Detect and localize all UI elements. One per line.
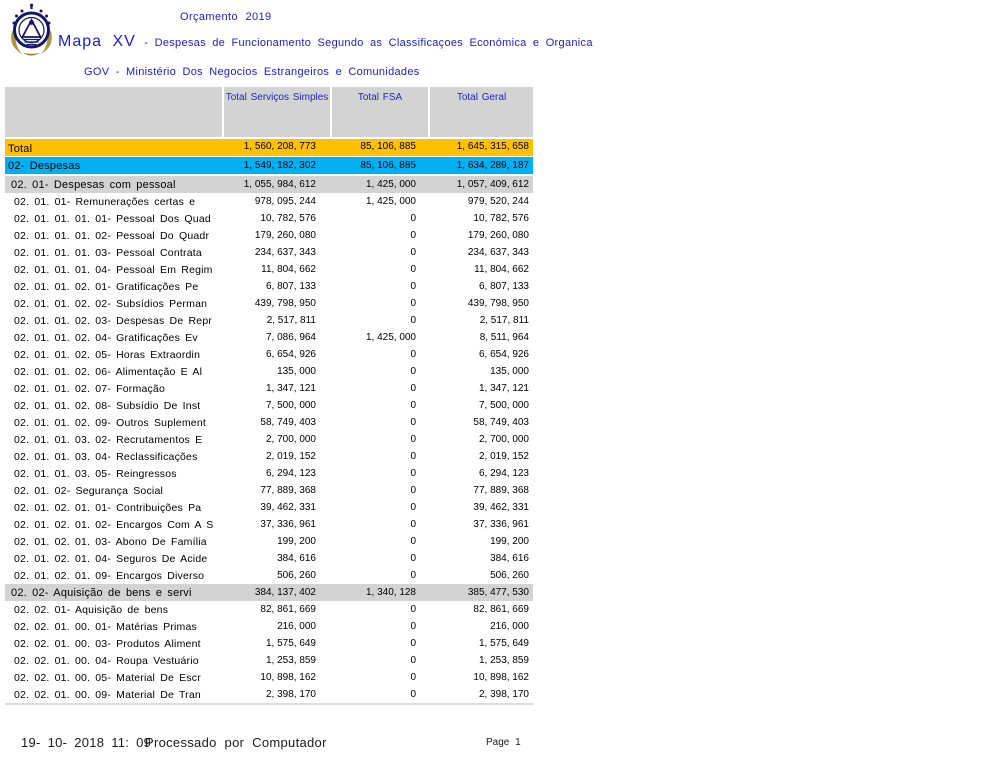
- row-value: 506, 260: [490, 570, 529, 581]
- table-row: [5, 618, 533, 635]
- report-title: [58, 33, 593, 51]
- row-value: 85, 106, 885: [360, 160, 416, 171]
- budget-year-title: Orçamento 2019: [180, 11, 272, 23]
- row-label: 02. 01. 01. 03. 02- Recrutamentos E: [14, 433, 203, 446]
- table-row: [5, 686, 533, 703]
- row-value: 179, 260, 080: [254, 230, 316, 241]
- table-row: [5, 227, 533, 244]
- table-row: [5, 312, 533, 329]
- row-value: 1, 055, 984, 612: [243, 179, 316, 190]
- table-row: [5, 482, 533, 499]
- row-value: 1, 549, 182, 302: [243, 160, 316, 171]
- row-value: 0: [410, 672, 416, 683]
- row-value: 0: [410, 485, 416, 496]
- row-value: 0: [410, 230, 416, 241]
- row-value: 1, 253, 859: [478, 655, 529, 666]
- row-value: 506, 260: [277, 570, 316, 581]
- row-value: 1, 253, 859: [265, 655, 316, 666]
- row-value: 0: [410, 638, 416, 649]
- table-row: [5, 244, 533, 261]
- row-value: 1, 425, 000: [365, 332, 416, 343]
- row-value: 1, 560, 208, 773: [243, 141, 316, 152]
- row-value: 439, 798, 950: [254, 298, 316, 309]
- table-row: [5, 295, 533, 312]
- row-label: 02. 02. 01. 00. 01- Matérias Primas: [14, 620, 197, 633]
- row-label: 02. 01. 01. 02. 01- Gratificações Pe: [14, 280, 199, 293]
- row-value: 1, 347, 121: [478, 383, 529, 394]
- row-value: 58, 749, 403: [473, 417, 529, 428]
- row-value: 0: [410, 383, 416, 394]
- table-row: [5, 431, 533, 448]
- row-value: 58, 749, 403: [260, 417, 316, 428]
- row-label: 02. 02. 01- Aquisição de bens: [14, 603, 169, 616]
- row-label: 02. 01. 01. 01. 04- Pessoal Em Regim: [14, 263, 213, 276]
- row-label: Total: [8, 143, 33, 155]
- row-value: 1, 425, 000: [365, 179, 416, 190]
- row-value: 85, 106, 885: [360, 141, 416, 152]
- row-label: 02. 02. 01. 00. 05- Material De Escr: [14, 671, 201, 684]
- budget-table: [5, 87, 533, 705]
- row-value: 384, 616: [490, 553, 529, 564]
- row-value: 77, 889, 368: [260, 485, 316, 496]
- row-value: 0: [410, 264, 416, 275]
- row-label: 02. 02. 01. 00. 04- Roupa Vestuário: [14, 654, 199, 667]
- row-value: 10, 782, 576: [260, 213, 316, 224]
- table-row: [5, 448, 533, 465]
- row-value: 11, 804, 662: [474, 264, 529, 275]
- row-label: 02. 02- Aquisição de bens e servi: [11, 586, 192, 599]
- row-label: 02. 01. 02- Segurança Social: [14, 484, 164, 497]
- row-label: 02. 01. 01. 02. 04- Gratificações Ev: [14, 331, 198, 344]
- row-value: 0: [410, 400, 416, 411]
- row-value: 0: [410, 349, 416, 360]
- row-value: 6, 807, 133: [478, 281, 529, 292]
- row-value: 0: [410, 315, 416, 326]
- table-row: [5, 669, 533, 686]
- row-value: 1, 057, 409, 612: [456, 179, 529, 190]
- map-number-title: Mapa XV: [58, 33, 136, 50]
- row-value: 0: [410, 247, 416, 258]
- row-label: 02. 01. 01. 01. 02- Pessoal Do Quadr: [14, 229, 210, 242]
- row-value: 1, 645, 315, 658: [456, 141, 529, 152]
- row-label: 02. 01. 02. 01. 04- Seguros De Acide: [14, 552, 208, 565]
- column-header-total-fsa: Total FSA: [330, 87, 428, 137]
- row-value: 216, 000: [490, 621, 529, 632]
- row-label: 02. 01. 01. 02. 07- Formação: [14, 382, 166, 395]
- row-value: 1, 425, 000: [365, 196, 416, 207]
- footer-page-number: Page 1: [486, 737, 521, 748]
- table-row: [5, 346, 533, 363]
- table-row: [5, 465, 533, 482]
- footer-datetime: 19- 10- 2018 11: 09: [21, 735, 152, 750]
- table-row: [5, 601, 533, 618]
- row-value: 2, 517, 811: [479, 315, 529, 326]
- row-label: 02. 02. 01. 00. 09- Material De Tran: [14, 688, 201, 701]
- row-value: 2, 019, 152: [265, 451, 316, 462]
- table-row: [5, 210, 533, 227]
- row-label: 02. 01. 01. 02. 02- Subsídios Perman: [14, 297, 208, 310]
- table-row: [5, 550, 533, 567]
- row-value: 6, 294, 123: [478, 468, 529, 479]
- table-row: [5, 157, 533, 174]
- table-row: [5, 363, 533, 380]
- row-value: 384, 616: [277, 553, 316, 564]
- table-row: [5, 329, 533, 346]
- row-label: 02. 01. 01- Remunerações certas e: [14, 195, 196, 208]
- row-label: 02. 01. 01. 03. 05- Reingressos: [14, 467, 177, 480]
- table-row: [5, 516, 533, 533]
- row-label: 02. 01. 01. 01. 01- Pessoal Dos Quad: [14, 212, 211, 225]
- row-value: 1, 634, 289, 187: [456, 160, 529, 171]
- column-header-total-geral: Total Geral: [428, 87, 533, 137]
- row-label: 02. 01. 01. 03. 04- Reclassificações: [14, 450, 198, 463]
- row-value: 2, 517, 811: [266, 315, 316, 326]
- row-value: 37, 336, 961: [473, 519, 529, 530]
- row-label: 02. 01. 02. 01. 09- Encargos Diverso: [14, 569, 205, 582]
- row-value: 135, 000: [277, 366, 316, 377]
- row-value: 0: [410, 434, 416, 445]
- row-value: 77, 889, 368: [473, 485, 529, 496]
- row-value: 82, 861, 669: [473, 604, 529, 615]
- table-row: [5, 380, 533, 397]
- table-row: [5, 139, 533, 156]
- table-row: [5, 176, 533, 193]
- row-value: 439, 798, 950: [467, 298, 529, 309]
- row-value: 234, 637, 343: [254, 247, 316, 258]
- row-value: 0: [410, 417, 416, 428]
- map-subtitle: - Despesas de Funcionamento Segundo as Classificaçoes Económica e Organica: [144, 37, 593, 49]
- row-value: 1, 575, 649: [265, 638, 316, 649]
- table-header-row: [5, 87, 533, 137]
- row-label: 02. 01. 02. 01. 01- Contribuições Pa: [14, 501, 202, 514]
- ministry-line: GOV - Ministério Dos Negocios Estrangeiros e Comunidades: [84, 66, 420, 78]
- table-row: [5, 533, 533, 550]
- row-value: 0: [410, 281, 416, 292]
- row-value: 10, 898, 162: [260, 672, 316, 683]
- table-row: [5, 652, 533, 669]
- row-value: 2, 398, 170: [265, 689, 316, 700]
- row-value: 0: [410, 213, 416, 224]
- row-value: 7, 086, 964: [265, 332, 316, 343]
- row-label: 02. 01- Despesas com pessoal: [11, 178, 176, 191]
- row-label: 02. 01. 01. 02. 05- Horas Extraordin: [14, 348, 201, 361]
- row-label: 02. 01. 02. 01. 03- Abono De Família: [14, 535, 207, 548]
- row-value: 0: [410, 451, 416, 462]
- row-value: 7, 500, 000: [478, 400, 529, 411]
- row-value: 1, 575, 649: [478, 638, 529, 649]
- row-label: 02- Despesas: [8, 159, 81, 172]
- table-row: [5, 193, 533, 210]
- row-value: 2, 398, 170: [478, 689, 529, 700]
- row-value: 39, 462, 331: [473, 502, 529, 513]
- table-row: [5, 635, 533, 652]
- table-row: [5, 278, 533, 295]
- row-label: 02. 01. 01. 02. 08- Subsídio De Inst: [14, 399, 201, 412]
- row-value: 1, 347, 121: [265, 383, 316, 394]
- row-value: 979, 520, 244: [467, 196, 529, 207]
- row-value: 11, 804, 662: [261, 264, 316, 275]
- table-row: [5, 567, 533, 584]
- row-value: 234, 637, 343: [467, 247, 529, 258]
- row-value: 0: [410, 468, 416, 479]
- row-label: 02. 01. 02. 01. 02- Encargos Com A S: [14, 518, 214, 531]
- row-label: 02. 01. 01. 02. 03- Despesas De Repr: [14, 314, 213, 327]
- row-value: 0: [410, 519, 416, 530]
- row-value: 10, 782, 576: [473, 213, 529, 224]
- table-row: [5, 397, 533, 414]
- row-value: 6, 294, 123: [265, 468, 316, 479]
- column-header-description: [5, 87, 222, 137]
- column-header-total-servicos-simples: Total Serviços Simples: [222, 87, 330, 137]
- national-emblem-logo: [7, 3, 57, 57]
- row-value: 2, 019, 152: [478, 451, 529, 462]
- row-label: 02. 01. 01. 01. 03- Pessoal Contrata: [14, 246, 202, 259]
- row-value: 0: [410, 502, 416, 513]
- row-value: 199, 200: [277, 536, 316, 547]
- table-row: [5, 584, 533, 601]
- row-value: 216, 000: [277, 621, 316, 632]
- row-value: 39, 462, 331: [260, 502, 316, 513]
- row-value: 978, 095, 244: [254, 196, 316, 207]
- row-value: 82, 861, 669: [260, 604, 316, 615]
- national-emblem-icon: [7, 3, 57, 57]
- row-value: 0: [410, 298, 416, 309]
- row-value: 1, 340, 128: [365, 587, 416, 598]
- row-label: 02. 02. 01. 00. 03- Produtos Aliment: [14, 637, 201, 650]
- table-row: [5, 261, 533, 278]
- table-row: [5, 499, 533, 516]
- row-value: 10, 898, 162: [473, 672, 529, 683]
- row-value: 0: [410, 553, 416, 564]
- table-row: [5, 414, 533, 431]
- row-value: 6, 654, 926: [265, 349, 316, 360]
- row-value: 0: [410, 655, 416, 666]
- row-value: 0: [410, 621, 416, 632]
- row-label: 02. 01. 01. 02. 09- Outros Suplement: [14, 416, 206, 429]
- row-value: 384, 137, 402: [254, 587, 316, 598]
- row-value: 0: [410, 536, 416, 547]
- row-value: 6, 654, 926: [478, 349, 529, 360]
- row-value: 179, 260, 080: [467, 230, 529, 241]
- row-value: 135, 000: [490, 366, 529, 377]
- row-label: 02. 01. 01. 02. 06- Alimentação E Al: [14, 365, 203, 378]
- row-value: 37, 336, 961: [260, 519, 316, 530]
- row-value: 6, 807, 133: [265, 281, 316, 292]
- footer-processed-by: Processado por Computador: [145, 735, 327, 750]
- row-value: 199, 200: [490, 536, 529, 547]
- row-value: 8, 511, 964: [479, 332, 529, 343]
- row-value: 0: [410, 604, 416, 615]
- row-value: 385, 477, 530: [467, 587, 529, 598]
- row-value: 2, 700, 000: [265, 434, 316, 445]
- row-value: 0: [410, 366, 416, 377]
- row-value: 7, 500, 000: [265, 400, 316, 411]
- row-value: 0: [410, 689, 416, 700]
- row-value: 2, 700, 000: [478, 434, 529, 445]
- row-value: 0: [410, 570, 416, 581]
- table-body: [5, 139, 533, 703]
